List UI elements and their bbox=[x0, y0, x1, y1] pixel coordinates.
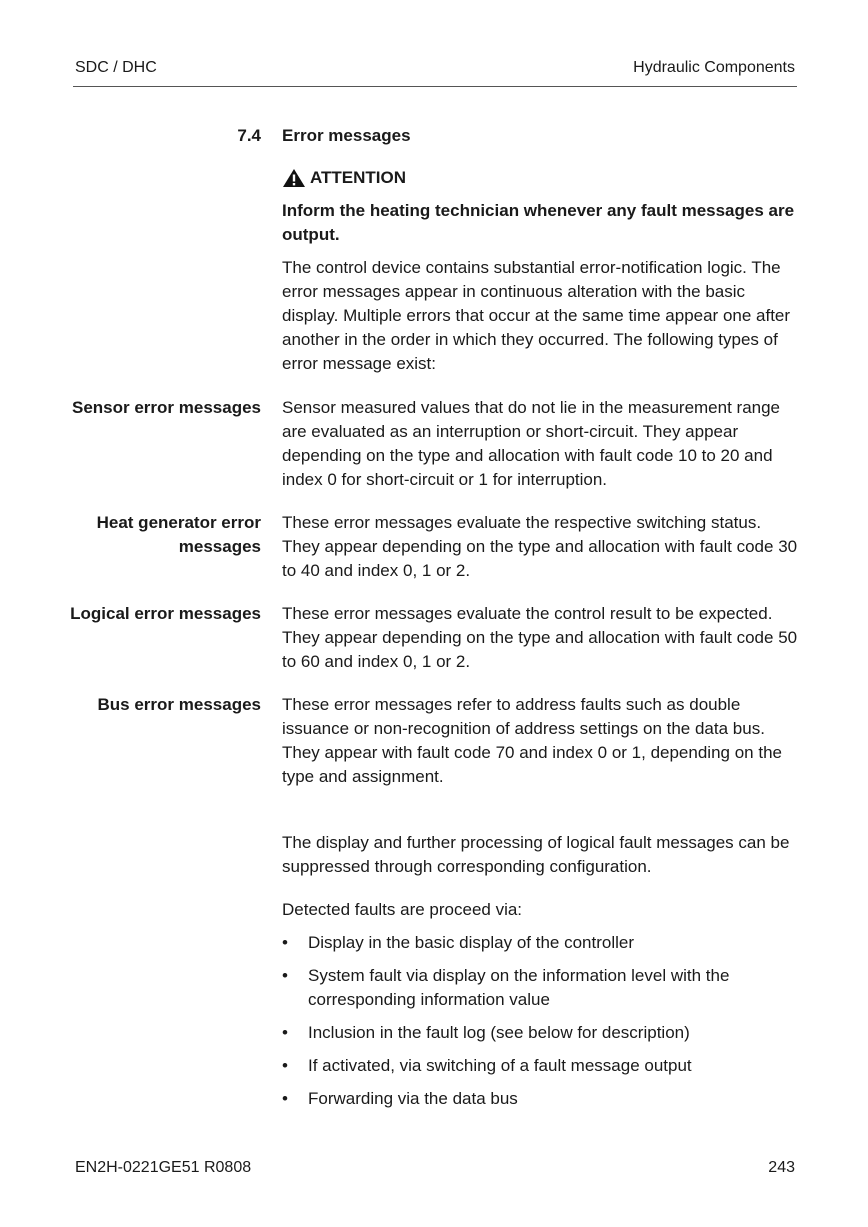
error-type-text-logical: These error messages evaluate the control result to be expected. They appear depending on the type and allocation with fault code 50 to 60 and index 0, 1 or 2. bbox=[282, 604, 798, 671]
error-type-text-sensor: Sensor measured values that do not lie in the measurement range are evaluated as an interruption or short-circuit. They appear depending on the type and allocation with fault code 10 to 20 and index 0 for short-circuit or 1 for interruption. bbox=[282, 398, 781, 489]
bullet-icon: • bbox=[282, 933, 288, 952]
detected-faults-list bbox=[282, 931, 798, 1120]
attention-label: ATTENTION bbox=[310, 168, 407, 187]
section-title: Error messages bbox=[282, 126, 411, 145]
page-number: 243 bbox=[768, 1159, 795, 1176]
detected-faults-intro: Detected faults are proceed via: bbox=[282, 900, 523, 919]
header-document-code: SDC / DHC bbox=[75, 59, 157, 76]
list-item bbox=[282, 1021, 798, 1045]
footer-document-id: EN2H-0221GE51 R0808 bbox=[75, 1159, 252, 1176]
bullet-icon: • bbox=[282, 1056, 288, 1075]
suppression-note: The display and further processing of logical fault messages can be suppressed through corresponding configuration. bbox=[282, 833, 790, 876]
header-divider bbox=[73, 86, 797, 87]
list-item bbox=[282, 1087, 798, 1111]
error-type-label-heat-generator: Heat generator error messages bbox=[96, 513, 261, 556]
bullet-icon: • bbox=[282, 1023, 288, 1042]
intro-paragraph: The control device contains substantial error-notification logic. The error messages appear in continuous alteration with the basic display. Multiple errors that occur at the same time appear one after another in the order in which they occurred. The following types of error message exist: bbox=[282, 258, 791, 373]
bullet-icon: • bbox=[282, 966, 288, 985]
list-item bbox=[282, 964, 798, 1012]
list-item-text: System fault via display on the information level with the corresponding information value bbox=[308, 966, 730, 1009]
attention-heading bbox=[282, 166, 406, 190]
list-item-text: Display in the basic display of the controller bbox=[308, 933, 634, 952]
error-type-label-bus: Bus error messages bbox=[97, 695, 261, 714]
list-item-text: Forwarding via the data bus bbox=[308, 1089, 518, 1108]
list-item bbox=[282, 931, 798, 955]
section-number: 7.4 bbox=[237, 126, 261, 145]
list-item-text: Inclusion in the fault log (see below for description) bbox=[308, 1023, 690, 1042]
warning-triangle-icon bbox=[282, 168, 306, 188]
error-type-text-bus: These error messages refer to address faults such as double issuance or non-recognition of address settings on the data bus. They appear with fault code 70 and index 0 or 1, depending on the type and assignment. bbox=[282, 695, 782, 786]
error-type-label-sensor: Sensor error messages bbox=[72, 398, 261, 417]
error-type-text-heat-generator: These error messages evaluate the respective switching status. They appear depending on the type and allocation with fault code 30 to 40 and index 0, 1 or 2. bbox=[282, 513, 798, 580]
error-type-label-logical: Logical error messages bbox=[70, 604, 261, 623]
list-item bbox=[282, 1054, 798, 1078]
bullet-icon: • bbox=[282, 1089, 288, 1108]
attention-notice: Inform the heating technician whenever any fault messages are output. bbox=[282, 201, 795, 244]
header-chapter-title: Hydraulic Components bbox=[633, 59, 795, 76]
list-item-text: If activated, via switching of a fault message output bbox=[308, 1056, 692, 1075]
